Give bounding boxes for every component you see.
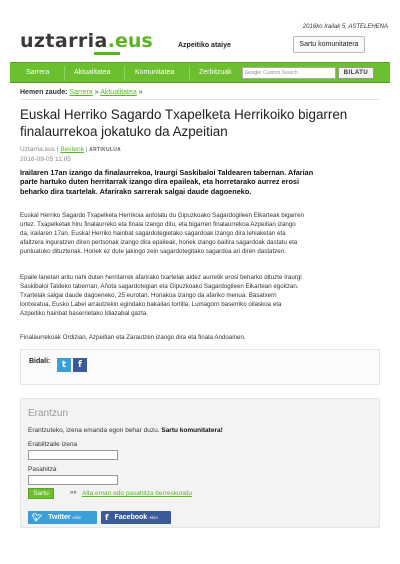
breadcrumb-link-sarrera[interactable]: Sarrera bbox=[69, 89, 93, 96]
nav-item-sarrera[interactable]: Sarrera bbox=[26, 69, 50, 76]
logo-main: uztarria bbox=[20, 30, 108, 52]
site-logo[interactable] bbox=[20, 30, 153, 52]
nav-separator bbox=[64, 66, 65, 81]
twitter-bird-icon: 🐦︎ bbox=[32, 513, 43, 522]
twitter-login-button[interactable] bbox=[28, 511, 97, 524]
nav-item-aktualitatea[interactable]: Aktualitatea bbox=[74, 69, 111, 76]
search-placeholder: Custom Search bbox=[263, 70, 298, 76]
breadcrumb-separator: » bbox=[138, 89, 143, 96]
logo-suffix: .eus bbox=[107, 30, 153, 52]
main-nav bbox=[10, 62, 390, 83]
facebook-icon: f bbox=[78, 360, 82, 370]
divider bbox=[20, 99, 380, 100]
facebook-share-button[interactable] bbox=[73, 358, 87, 372]
article-lead: Irailaren 17an izango da finalaurrekoa, Iraurgi Saskibaloi Taldearen tabernan. Afarian parte hartuko duten herritarrak izango dira epaileak, eta horretarako aurrez erosi beharko dira txartelak. Afarirako sarrerak salgai daude dagoeneko. bbox=[20, 168, 314, 196]
facebook-login-label: Facebook bbox=[114, 514, 148, 521]
share-box bbox=[20, 349, 380, 385]
nav-item-komunitatea[interactable]: Komunitatea bbox=[135, 69, 175, 76]
facebook-login-suffix: -ekin bbox=[148, 515, 158, 520]
arrows-glyph: »» bbox=[70, 490, 77, 496]
facebook-login-button[interactable] bbox=[101, 511, 171, 524]
join-community-link[interactable]: Sartu komunitatera! bbox=[161, 427, 223, 434]
search-provider-logo: Google bbox=[245, 70, 262, 76]
article-paragraph: Euskal Herriko Sagardo Txapelketa Herrikoia antolatu du Gipuzkoako Sagardogileen Elkarteak bigarren urtez. Txapelketak hiru finalaurreko eta finala izango ditu, eta bigarren finalaurrekoa Azpeitian izango da, irailaren 17an. Euskal Herriko hainbat sagardotegietako sagardoak izango dira lehiaketan eta afaltzera inguratzen diren pertsonak izango dira epaileak, horiek izango baitira sagardoak dastatu eta puntuatuko dituztenak. Horiek ez dute jakingo zein sagardotegitako sagardoa ari diren dastatzen. bbox=[20, 212, 304, 255]
username-field[interactable] bbox=[28, 450, 118, 460]
username-label: Erabiltzaile izena bbox=[28, 441, 78, 448]
login-button[interactable]: Sartu komunitatera bbox=[293, 36, 365, 53]
site-tagline: Azpeitiko ataiye bbox=[178, 42, 231, 49]
breadcrumb-separator: » bbox=[94, 89, 99, 96]
nav-item-zerbitzuak[interactable]: Zerbitzuak bbox=[199, 69, 232, 76]
article-title: Euskal Herriko Sagardo Txapelketa Herrikoiko bigarren finalaurrekoa jokatuko da Azpeitian bbox=[20, 107, 348, 139]
article-meta: Uztarria.eus | Bestenk | ARTIKULUA bbox=[20, 146, 122, 153]
reply-intro: Erantzuteko, izena emanda egon behar duzu. Sartu komunitatera! bbox=[28, 427, 223, 434]
reply-title: Erantzun bbox=[28, 408, 69, 419]
nav-separator bbox=[189, 66, 190, 81]
twitter-login-label: Twitter bbox=[48, 514, 71, 521]
logo-underline bbox=[94, 52, 120, 55]
register-link[interactable]: Alta eman edo pasahitza berreskuratu bbox=[82, 490, 192, 497]
article-section-link[interactable]: Bestenk bbox=[60, 146, 84, 153]
search-button[interactable]: BILATU bbox=[338, 67, 374, 79]
twitter-icon: t bbox=[61, 360, 67, 370]
date-line: 2016ko Irailak 5, ASTELEHENA bbox=[302, 24, 388, 30]
article-category: ARTIKULUA bbox=[89, 147, 122, 153]
twitter-login-suffix: -ekin bbox=[71, 515, 82, 520]
login-submit-button[interactable]: Sartu bbox=[28, 488, 54, 499]
article-paragraph: Finalaurrekoak Ordizian, Azpeitian eta Zarautzen izango dira eta finala Andoainen. bbox=[20, 334, 246, 341]
search-input[interactable] bbox=[242, 67, 336, 79]
breadcrumb-prefix: Hemen zaude: bbox=[20, 89, 68, 96]
facebook-icon: f bbox=[105, 513, 109, 522]
breadcrumb-link-aktualitatea[interactable]: Aktualitatea bbox=[100, 89, 137, 96]
article-source: Uztarria.eus bbox=[20, 146, 56, 153]
twitter-share-button[interactable] bbox=[57, 358, 71, 372]
article-paragraph: Epaile lanetan aritu nahi duten herritarrek afarirako txartelak aldez aurretik erosi beharko dituzte Iraurgi Saskibaloi Taldeko tabernan, Añota sagardotegian eta Gipuzkoako Sagardogileen Elkartean egoitzan. Txartelak salgai daude dagoeneko, 25 eurotan. Honakoa izango da afariko menua: Basatxerri lontxeatua, Eusko Label arrautzekin egindako bakailao tortilla, Lumagorri baserriko oilaskoa eta Azpeitiko hainbat baserrietako Idiazabal gazta. bbox=[20, 274, 302, 317]
password-field[interactable] bbox=[28, 475, 118, 485]
share-label: Bidali: bbox=[29, 358, 51, 365]
breadcrumb bbox=[20, 89, 143, 96]
password-label: Pasahitza bbox=[28, 466, 57, 473]
nav-separator bbox=[124, 66, 125, 81]
article-date: 2016-09-05 11:05 bbox=[20, 156, 71, 163]
reply-login-panel bbox=[20, 398, 380, 528]
